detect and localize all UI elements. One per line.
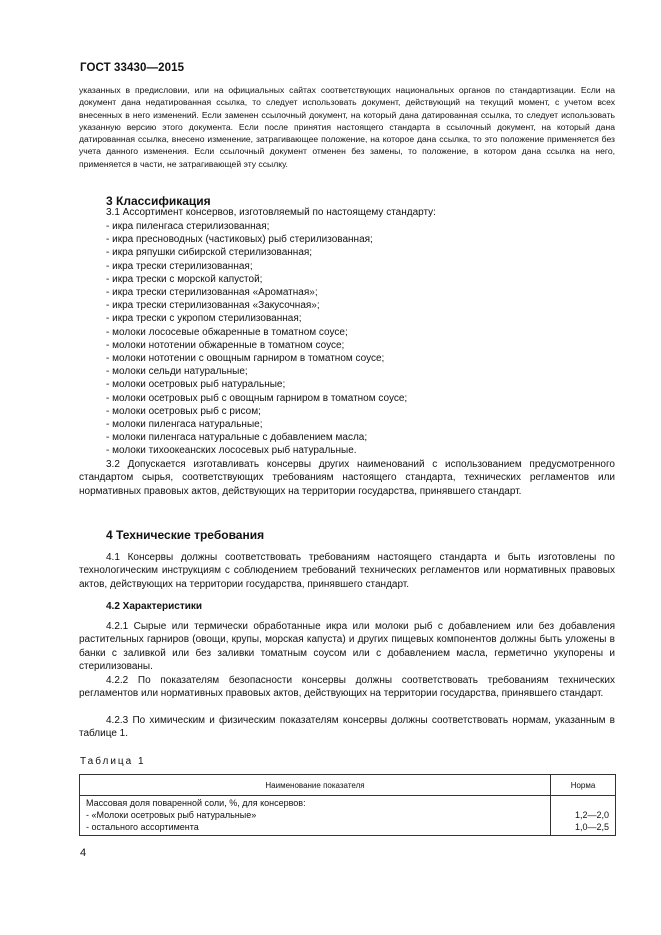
list-item: - икра пресноводных (частиковых) рыб стерилизованная; (106, 234, 373, 246)
references-paragraph (79, 84, 615, 170)
paragraph-4-2-1 (79, 620, 615, 673)
characteristics-table (79, 774, 616, 836)
list-item: - молоки лососевые обжаренные в томатном соусе; (106, 326, 348, 338)
indicator-line: - остального ассортимента (86, 821, 199, 832)
list-item: - молоки осетровых рыб с рисом; (106, 405, 261, 417)
list-item: - молоки осетровых рыб с овощным гарниром в томатном соусе; (106, 392, 408, 404)
column-header-name: Наименование показателя (80, 775, 551, 796)
indicator-cell (80, 796, 551, 836)
subsection-4-2-heading: 4.2 Характеристики (106, 601, 203, 612)
list-item: - икра трески стерилизованная; (106, 260, 253, 272)
references-text: указанных в предисловии, или на официальных сайтах соответствующих национальных органов по стандартизации. Если на документ дана недатированная ссылка, то следует использовать документ, действующий на текущий момент, с учетом всех внесенных в него изменений. Если заменен ссылочный документ, на который дана датированная ссылка, то следует использовать указанную версию этого документа. Если после принятия настоящего стандарта в ссылочный документ, на который дана датированная ссылка, внесено изменение, затрагивающее положение, на которое дана ссылка, то это положение применяется без учета данного изменения. Если ссылочный документ отменен без замены, то положение, в котором дана ссылка на него, применяется в части, не затрагивающей эту ссылку. (79, 85, 615, 169)
list-item: - молоки пиленгаса натуральные с добавлением масла; (106, 432, 368, 444)
page-number: 4 (80, 847, 87, 859)
indicator-line: - «Молоки осетровых рыб натуральные» (86, 809, 257, 820)
paragraph-4-1 (79, 551, 615, 591)
column-header-norm: Норма (551, 775, 616, 796)
paragraph-4-1-text: 4.1 Консервы должны соответствовать требованиям настоящего стандарта и быть изготовлены по технологическим инструкциям с соблюдением требований технических регламентов или нормативных правовых актов, действующих на территории государства, принявшего стандарт. (79, 552, 615, 590)
list-item: - икра ряпушки сибирской стерилизованная; (106, 247, 313, 259)
list-item: - молоки пиленгаса натуральные; (106, 419, 263, 431)
list-item: - икра трески с морской капустой; (106, 273, 263, 285)
list-item: - икра пиленгаса стерилизованная; (106, 221, 270, 232)
section-4-heading: 4 Технические требования (106, 528, 265, 542)
list-item: - икра трески стерилизованная «Ароматная»; (106, 287, 318, 299)
norm-cell (551, 796, 616, 836)
list-item: - молоки нототении обжаренные в томатном соусе; (106, 339, 345, 351)
list-item: - молоки осетровых рыб натуральные; (106, 379, 286, 391)
indicator-title: Массовая доля поваренной соли, %, для консервов: (86, 798, 306, 808)
paragraph-4-2-2 (79, 674, 615, 701)
classification-intro: 3.1 Ассортимент консервов, изготовляемый по настоящему стандарту: (106, 207, 436, 218)
table-row (80, 796, 616, 836)
paragraph-3-2-text: 3.2 Допускается изготавливать консервы других наименований с использованием предусмотренного стандартом сырья, соответствующих требованиям настоящего стандарта, технических регламентов или нормативных правовых актов, действующих на территории государства, принявшего стандарт. (79, 459, 615, 497)
norm-value: 1,2—2,0 (574, 809, 609, 820)
list-item: - икра трески стерилизованная «Закусочная»; (106, 300, 320, 312)
paragraph-4-2-2-text: 4.2.2 По показателям безопасности консервы должны соответствовать требованиям технических регламентов или нормативных правовых актов, действующих на территории государства, принявшего стандарт. (79, 675, 615, 700)
document-header: ГОСТ 33430—2015 (80, 62, 185, 74)
list-item: - икра трески с укропом стерилизованная; (106, 313, 302, 325)
list-item: - молоки нототении с овощным гарниром в томатном соусе; (106, 353, 385, 365)
table-caption: Таблица 1 (80, 756, 146, 767)
section-3-heading: 3 Классификация (106, 194, 211, 208)
paragraph-4-2-3-text: 4.2.3 По химическим и физическим показателям консервы должны соответствовать нормам, указанным в таблице 1. (79, 715, 615, 740)
paragraph-4-2-3 (79, 714, 615, 741)
assortment-list (106, 220, 407, 458)
list-item: - молоки сельди натуральные; (106, 366, 248, 378)
section-3-intro (79, 206, 615, 219)
norm-value: 1,0—2,5 (574, 821, 609, 832)
paragraph-3-2 (79, 458, 615, 498)
paragraph-4-2-1-text: 4.2.1 Сырые или термически обработанные икра или молоки рыб с добавлением или без добавления растительных гарниров (овощи, крупы, морская капуста) и других пищевых компонентов должны быть уложены в банки с заливкой или без заливки томатным соусом или с добавлением масла, герметично укупорены и стерилизованы. (79, 621, 615, 672)
table-header-row (80, 775, 616, 796)
list-item: - молоки тихоокеанских лососевых рыб натуральные. (106, 445, 357, 457)
